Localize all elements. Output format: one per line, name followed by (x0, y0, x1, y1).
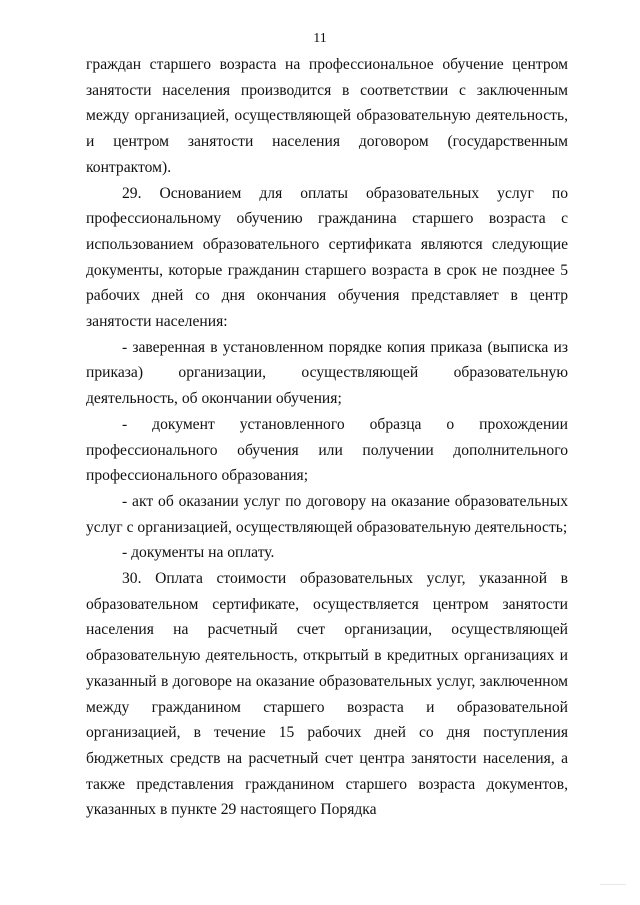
list-item-certificate-document: - документ установленного образца о прохождении профессионального обучения или получении дополнительного профессионального образования; (86, 415, 568, 485)
paragraph-30: 30. Оплата стоимости образовательных услуг, указанной в образовательном сертификате, осуществляется центром занятости населения на расчетный счет организации, осуществляющей образовательную деятельность, открытый в кредитных организациях и указанный в договоре на оказание образовательных услуг, заключенном между гражданином старшего возраста и образовательной организацией, в течение 15 рабочих дней со дня поступления бюджетных средств на расчетный счет центра занятости населения, а также представления гражданином старшего возраста документов, указанных в пункте 29 настоящего Порядка (86, 570, 568, 819)
paragraph-29: 29. Основанием для оплаты образовательных услуг по профессиональному обучению гражданина старшего возраста с использованием образовательного сертификата являются следующие документы, которые гражданин старшего возраста в срок не позднее 5 рабочих дней со дня окончания обучения представляет в центр занятости населения: (86, 184, 568, 331)
page-number: 11 (313, 31, 327, 46)
list-item-payment-documents: - документы на оплату. (122, 544, 275, 562)
list-item-order-copy: - заверенная в установленном порядке копия приказа (выписка из приказа) организации, осуществляющей образовательную деятельность, об окончании обучения; (86, 338, 568, 408)
scan-edge-mark (600, 884, 626, 885)
document-body (86, 52, 568, 823)
paragraph-continuation: граждан старшего возраста на профессиональное обучение центром занятости населения производится в соответствии с заключенным между организацией, осуществляющей образовательную деятельность, и центром занятости населения договором (государственным контрактом). (86, 56, 568, 176)
list-item-service-act: - акт об оказании услуг по договору на оказание образовательных услуг с организацией, осуществляющей образовательную деятельность; (86, 492, 568, 536)
